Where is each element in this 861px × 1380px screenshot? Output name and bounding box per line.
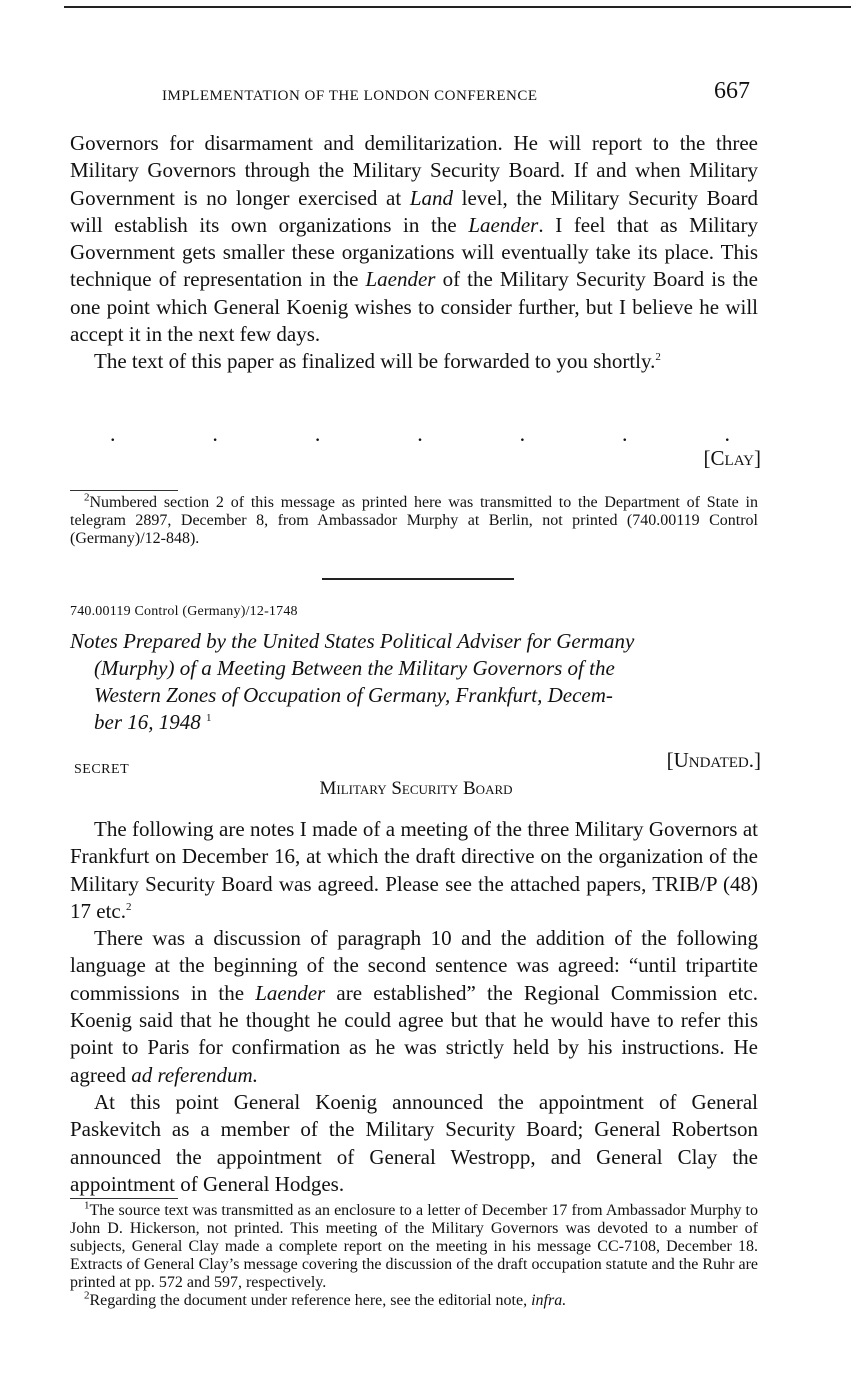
classification: SECRET xyxy=(74,762,130,777)
paragraph-text: are established” the Regional Commission etc. Koenig said that he thought he could agree but that he would have to refer this point to Paris for confirmation as he was strictly held by his instructions. He agreed xyxy=(70,980,759,1087)
paragraph xyxy=(70,816,758,925)
paragraph-text: The following are notes I made of a meeting of the three Military Governors at Frankfurt on December 16, at which the draft directive on the organization of the Military Security Board was agreed. Please see the attached papers, TRIB/P (48) 17 etc. xyxy=(70,817,758,923)
paragraph-text: level, the Military Security Board will establish its own organizations in the xyxy=(70,185,758,237)
omission-dots: . . . . . . . xyxy=(110,421,730,446)
italic-term: Laender xyxy=(365,267,436,292)
running-title: IMPLEMENTATION OF THE LONDON CONFERENCE xyxy=(162,88,538,104)
footnote xyxy=(70,491,758,548)
footnote-ref: 1 xyxy=(206,712,212,724)
title-line-text: ber 16, 1948 xyxy=(94,710,201,734)
signature: [Clay] xyxy=(703,446,761,470)
continued-message-text xyxy=(70,130,758,376)
italic-term: Land xyxy=(409,185,454,210)
italic-term: Laender xyxy=(468,212,539,237)
section-divider xyxy=(322,578,514,580)
paragraph xyxy=(70,130,758,348)
title-line: Western Zones of Occupation of Germany, Frankfurt, Decem- xyxy=(94,683,613,707)
footnote-marker: 2 xyxy=(84,491,90,504)
italic-term: ad referendum. xyxy=(131,1062,258,1087)
notes-body xyxy=(70,816,758,1198)
footnote-text: The source text was transmitted as an enclosure to a letter of December 17 from Ambassador Murphy to John D. Hickerson, not printed. This meeting of the Military Governors was devoted to a number of subjects, General Clay made a complete report on the meeting in his message CC-7108, December 18. Extracts of General Clay’s message covering the discussion of the draft occupation statute and the Ruhr are printed at pp. 572 and 597, respectively. xyxy=(70,1202,758,1291)
footnote-text: Numbered section 2 of this message as printed here was transmitted to the Department of State in telegram 2897, December 8, from Ambassador Murphy at Berlin, not printed (740.00119 Control (Germany)/12-848). xyxy=(70,494,758,547)
italic-term: infra. xyxy=(531,1292,567,1309)
top-rule xyxy=(64,6,851,8)
file-reference: 740.00119 Control (Germany)/12-1748 xyxy=(70,604,298,619)
paragraph-text: Governors for disarmament and demilitarization. He will report to the three Military Governors through the Military Security Board. If and when Military Government is no longer exercised at xyxy=(70,131,758,210)
paragraph xyxy=(70,1089,758,1198)
paragraph-text: The text of this paper as finalized will be forwarded to you shortly. xyxy=(94,349,656,374)
footnotes xyxy=(70,1199,758,1310)
page-header xyxy=(70,78,770,118)
title-line-last xyxy=(70,709,758,736)
title-line: Notes Prepared by the United States Political Adviser for Germany xyxy=(70,629,635,653)
footnote-marker: 2 xyxy=(84,1289,90,1302)
paragraph xyxy=(70,348,758,375)
footnote xyxy=(70,1199,758,1292)
date-note: [Undated.] xyxy=(666,748,761,772)
section-heading: Military Security Board xyxy=(319,778,513,799)
footnote-text: Regarding the document under reference here, see the editorial note, xyxy=(89,1292,532,1309)
document-title xyxy=(70,628,758,736)
paragraph-text: . I feel that as Military Government gets smaller these organizations will eventually take its place. This technique of representation in the xyxy=(70,212,758,292)
title-line: (Murphy) of a Meeting Between the Military Governors of the xyxy=(94,656,615,680)
paragraph-text: There was a discussion of paragraph 10 and the addition of the following language at the beginning of the second sentence was agreed: “until tripartite commissions in the xyxy=(70,926,758,1005)
footnote xyxy=(70,1289,758,1310)
footnote-ref: 2 xyxy=(655,351,661,364)
footnote-marker: 1 xyxy=(84,1199,90,1212)
page-number: 667 xyxy=(714,78,750,104)
italic-term: Laender xyxy=(255,980,326,1005)
paragraph-text: of the Military Security Board is the one point which General Koenig wishes to consider further, but I believe he will accept it in the next few days. xyxy=(70,267,758,347)
paragraph xyxy=(70,925,758,1089)
paragraph-text: At this point General Koenig announced the appointment of General Paskevitch as a member of the Military Security Board; General Robertson announced the appointment of General Westropp, and General Clay the appointment of General Hodges. xyxy=(70,1089,758,1196)
footnote-ref: 2 xyxy=(125,900,132,913)
